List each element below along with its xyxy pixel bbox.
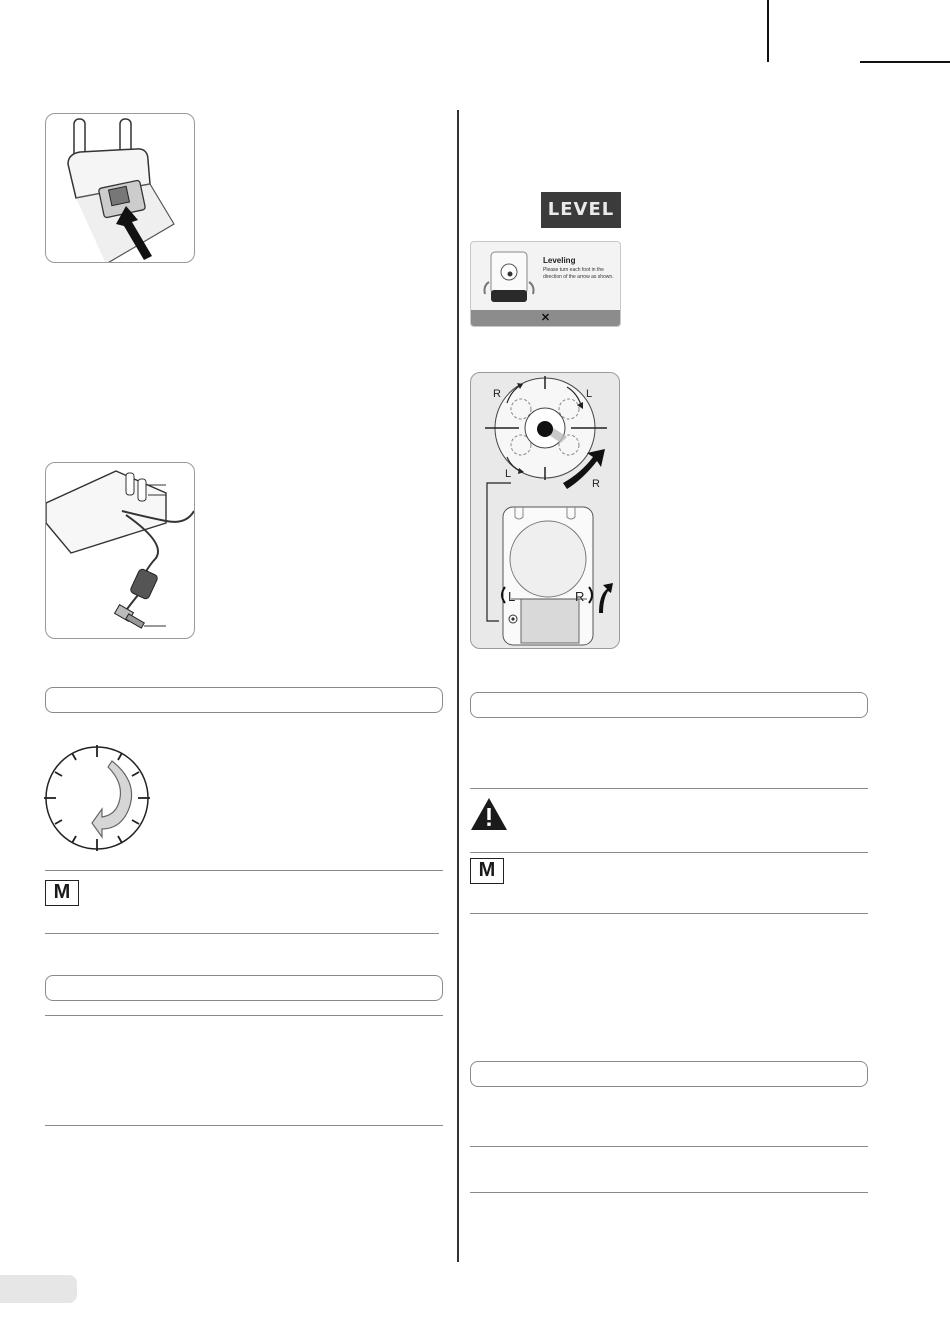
- scale-icon: [479, 250, 539, 310]
- rule-left-4: [45, 1125, 443, 1126]
- column-divider: [457, 110, 459, 1262]
- leveling-feet-illustration: [471, 373, 620, 649]
- leveling-diagram: [470, 372, 620, 649]
- crop-mark-vertical: [767, 0, 769, 62]
- plug-adapter-figure: [45, 113, 195, 263]
- close-bar[interactable]: [471, 310, 620, 326]
- arrow-label-l-top: L: [586, 388, 593, 400]
- page-number-tab: [0, 1275, 77, 1303]
- section-heading-bar-3: [470, 692, 868, 718]
- memo-m-icon: M: [45, 880, 79, 906]
- level-key: LEVEL: [541, 192, 621, 228]
- section-heading-bar-2: [45, 975, 443, 1001]
- rule-left-2: [45, 933, 439, 934]
- rule-right-3: [470, 913, 868, 914]
- leveling-message: Please turn each foot in the direction of the arrow as shown.: [543, 267, 614, 280]
- arrow-label-r-big: R: [592, 478, 600, 490]
- leveling-screen: [470, 241, 621, 327]
- ac-adapter-illustration: [46, 463, 195, 639]
- memo-m-icon-right: M: [470, 858, 504, 884]
- rule-right-5: [470, 1192, 868, 1193]
- foot-label-left: L: [508, 589, 516, 604]
- section-heading-bar-1: [45, 687, 443, 713]
- arrow-label-r-top: R: [493, 388, 501, 400]
- plug-adapter-illustration: [46, 114, 195, 263]
- rule-right-4: [470, 1146, 868, 1147]
- foot-label-right: R: [575, 589, 585, 604]
- warning-triangle-icon: [470, 797, 508, 831]
- rule-right-1: [470, 788, 868, 789]
- rule-left-3: [45, 1015, 443, 1016]
- rule-left-1: [45, 870, 443, 871]
- arrow-label-l-bottom: L: [505, 468, 512, 480]
- leveling-title: Leveling: [543, 256, 576, 265]
- rule-right-2: [470, 852, 868, 853]
- rotation-dial-figure: [40, 743, 155, 853]
- ac-adapter-figure: [45, 462, 195, 639]
- crop-mark-horizontal: [860, 61, 950, 63]
- section-heading-bar-4: [470, 1061, 868, 1087]
- clockwise-dial-icon: [40, 743, 155, 853]
- close-icon[interactable]: ✕: [540, 312, 551, 324]
